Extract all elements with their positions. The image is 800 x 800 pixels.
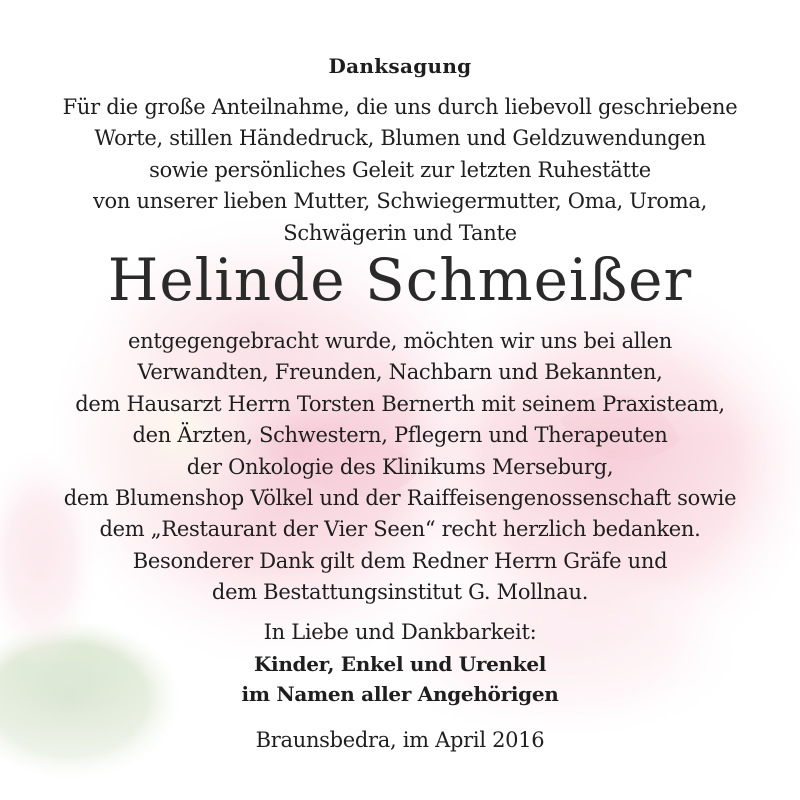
intro-line: sowie persönliches Geleit zur letzten Ruhestätte	[149, 157, 651, 182]
signatories-note: im Namen aller Angehörigen	[241, 682, 559, 706]
thanks-line: dem „Restaurant der Vier Seen“ recht herzlich bedanken.	[99, 517, 701, 542]
intro-text	[0, 92, 800, 249]
thanks-line: dem Bestattungsinstitut G. Mollnau.	[211, 580, 589, 605]
intro-line: Für die große Anteilnahme, die uns durch liebevoll geschriebene	[62, 95, 738, 119]
thanks-line: den Ärzten, Schwestern, Pflegern und Therapeuten	[132, 423, 668, 448]
signatories: Kinder, Enkel und Urenkel	[253, 652, 547, 676]
intro-line: Worte, stillen Händedruck, Blumen und Geldzuwendungen	[94, 126, 706, 151]
thanks-line: dem Blumenshop Völkel und der Raiffeisengenossenschaft sowie	[63, 486, 737, 511]
deceased-name: Helinde Schmeißer	[107, 246, 693, 314]
thanks-text	[0, 326, 800, 609]
place-and-date: Braunsbedra, im April 2016	[255, 728, 545, 752]
notice-heading: Danksagung	[328, 54, 472, 78]
thanks-line: Besonderer Dank gilt dem Redner Herrn Gräfe und	[132, 548, 668, 573]
intro-line: Schwägerin und Tante	[283, 220, 517, 245]
thanks-line: dem Hausarzt Herrn Torsten Bernerth mit seinem Praxisteam,	[75, 391, 725, 416]
thanks-line: entgegengebracht wurde, möchten wir uns bei allen	[128, 329, 672, 353]
intro-line: von unserer lieben Mutter, Schwiegermutter, Oma, Uroma,	[92, 189, 707, 214]
thanks-line: der Onkologie des Klinikums Merseburg,	[186, 454, 614, 479]
thanks-line: Verwandten, Freunden, Nachbarn und Bekannten,	[137, 360, 663, 385]
closing-greeting: In Liebe und Dankbarkeit:	[263, 620, 537, 644]
